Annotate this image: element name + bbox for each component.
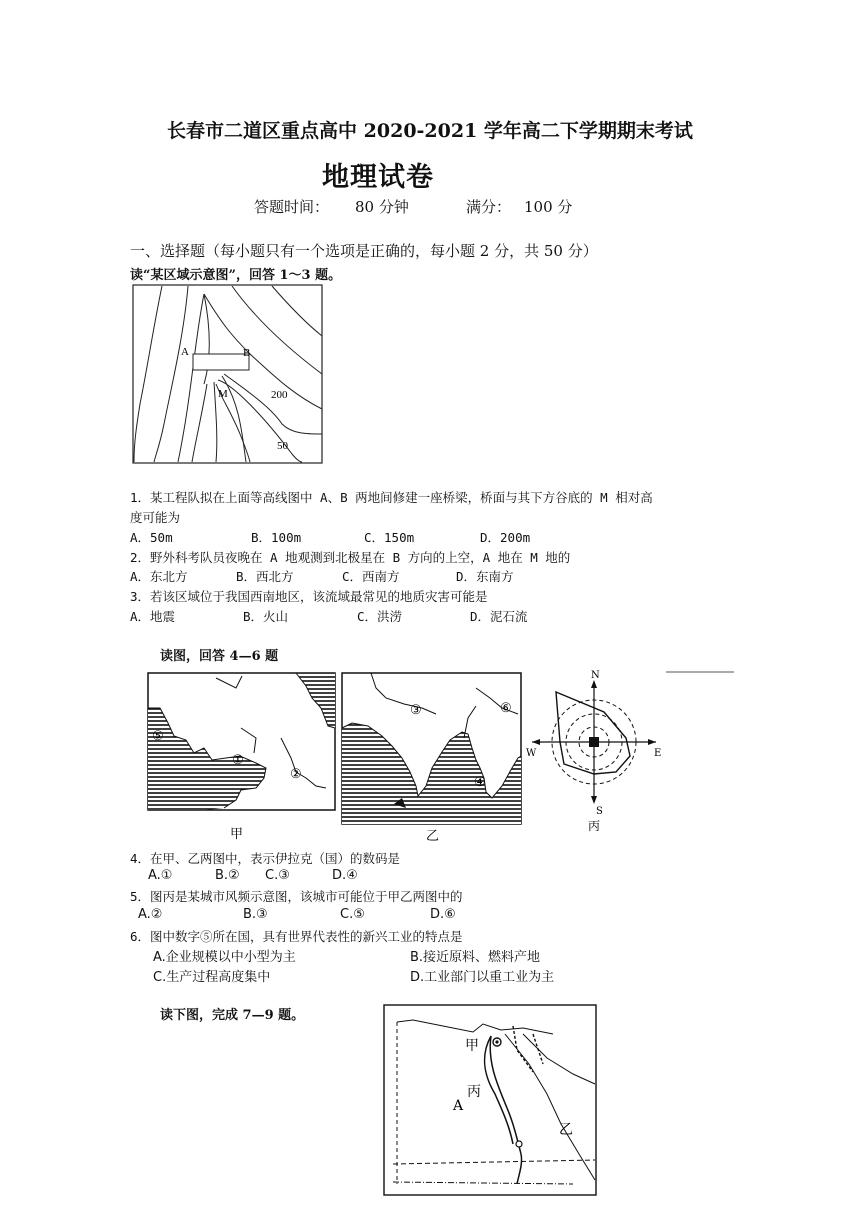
time-label: 答题时间： bbox=[254, 198, 330, 216]
question-4-option-b: B.② bbox=[215, 868, 240, 883]
egypt-label-jia: 甲 bbox=[465, 1038, 479, 1054]
map-marker-3: ③ bbox=[410, 703, 422, 718]
egypt-label-a: A bbox=[453, 1098, 464, 1114]
question-1-option-a: A．50m bbox=[130, 530, 173, 545]
map-marker-5: ⑤ bbox=[152, 729, 164, 744]
contour-label-50: 50 bbox=[277, 440, 288, 452]
contour-label-200: 200 bbox=[271, 389, 288, 401]
question-5-option-a: A.② bbox=[138, 907, 163, 922]
egypt-label-bing: 丙 bbox=[467, 1084, 481, 1100]
label-a: A bbox=[181, 346, 189, 358]
question-1-option-d: D．200m bbox=[480, 530, 531, 545]
map-marker-1: ① bbox=[232, 753, 244, 768]
label-m: M bbox=[218, 388, 228, 400]
compass-e: E bbox=[654, 748, 662, 759]
question-2-option-c: C．西南方 bbox=[342, 569, 400, 584]
map-label-bing: 丙 bbox=[588, 819, 601, 833]
exam-school-title: 长春市二道区重点高中 2020-2021 学年高二下学期期末考试 bbox=[167, 120, 693, 142]
egypt-map-figure bbox=[383, 1004, 599, 1198]
compass-n: N bbox=[591, 670, 600, 681]
question-1-text-line2: 度可能为 bbox=[130, 510, 181, 525]
compass-w: W bbox=[526, 748, 537, 759]
question-5-text: 5．图丙是某城市风频示意图，该城市可能位于甲乙两图中的 bbox=[130, 889, 463, 904]
score-value: 100 分 bbox=[524, 198, 573, 216]
question-5-option-b: B.③ bbox=[243, 907, 268, 922]
compass-s: S bbox=[596, 806, 603, 817]
question-4-option-a: A.① bbox=[148, 868, 173, 883]
maps-figure bbox=[146, 668, 746, 846]
question-5-option-c: C.⑤ bbox=[340, 907, 365, 922]
map-label-jia: 甲 bbox=[230, 827, 244, 842]
group3-intro: 读下图，完成 7—9 题。 bbox=[160, 1008, 305, 1023]
group1-intro: 读“某区域示意图”，回答 1～3 题。 bbox=[130, 268, 342, 283]
question-2-text: 2．野外科考队员夜晚在 A 地观测到北极星在 B 方向的上空，A 地在 M 地的 bbox=[130, 550, 571, 565]
question-3-option-d: D．泥石流 bbox=[470, 609, 528, 624]
question-4-option-c: C.③ bbox=[265, 868, 290, 883]
question-2-option-b: B．西北方 bbox=[236, 569, 294, 584]
score-label: 满分： bbox=[466, 198, 512, 216]
map-marker-4: ④ bbox=[474, 775, 486, 790]
group2-intro: 读图，回答 4—6 题 bbox=[160, 649, 279, 664]
question-1-text-line1: 1．某工程队拟在上面等高线图中 A、B 两地间修建一座桥梁，桥面与其下方谷底的 M 相对高 bbox=[130, 490, 653, 505]
egypt-label-yi: 乙 bbox=[559, 1122, 573, 1138]
question-3-text: 3．若该区域位于我国西南地区，该流域最常见的地质灾害可能是 bbox=[130, 589, 488, 604]
question-3-option-c: C．洪涝 bbox=[357, 609, 403, 624]
question-1-option-c: C．150m bbox=[364, 530, 415, 545]
question-2-option-a: A．东北方 bbox=[130, 569, 188, 584]
question-4-option-d: D.④ bbox=[332, 868, 358, 883]
question-6-text: 6．图中数字⑤所在国，具有世界代表性的新兴工业的特点是 bbox=[130, 929, 463, 944]
label-b: B bbox=[243, 347, 251, 359]
time-value: 80 分钟 bbox=[355, 198, 409, 216]
map-label-yi: 乙 bbox=[426, 829, 440, 844]
question-4-text: 4．在甲、乙两图中，表示伊拉克（国）的数码是 bbox=[130, 851, 401, 866]
contour-map-figure bbox=[132, 284, 324, 466]
question-3-option-b: B．火山 bbox=[243, 609, 289, 624]
question-1-option-b: B．100m bbox=[251, 530, 302, 545]
question-6-option-a: A.企业规模以中小型为主 bbox=[153, 950, 296, 965]
question-6-option-c: C.生产过程高度集中 bbox=[153, 970, 271, 985]
question-3-option-a: A．地震 bbox=[130, 609, 176, 624]
question-6-option-d: D.工业部门以重工业为主 bbox=[410, 970, 555, 985]
exam-subject-title: 地理试卷 bbox=[322, 162, 434, 193]
question-2-option-d: D．东南方 bbox=[456, 569, 514, 584]
question-5-option-d: D.⑥ bbox=[430, 907, 456, 922]
map-marker-6: ⑥ bbox=[500, 701, 512, 716]
question-6-option-b: B.接近原料、燃料产地 bbox=[410, 950, 541, 965]
map-marker-2: ② bbox=[290, 767, 302, 782]
section-title: 一、选择题（每小题只有一个选项是正确的，每小题 2 分，共 50 分） bbox=[130, 242, 598, 260]
